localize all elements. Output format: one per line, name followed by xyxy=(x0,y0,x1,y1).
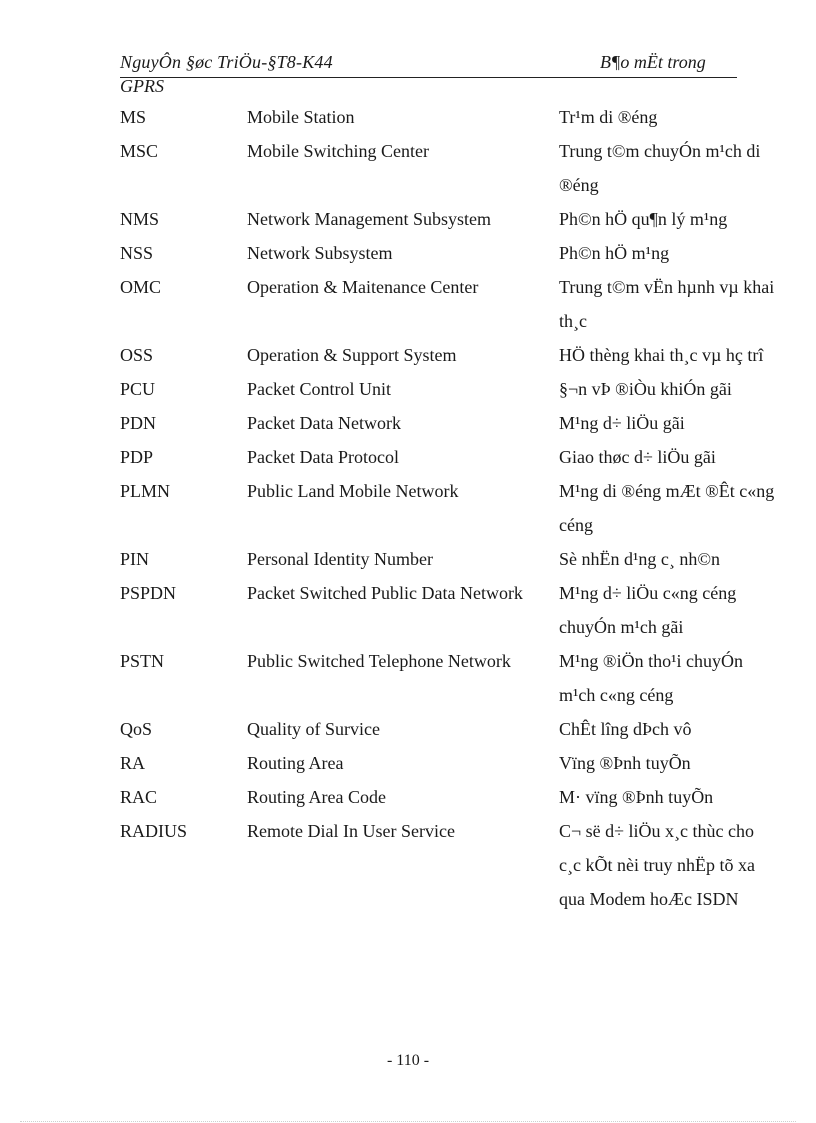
abbreviation: QoS xyxy=(120,719,153,739)
vietnamese-term: Ph©n hÖ qu¶n lý m¹ng xyxy=(559,209,728,229)
abbreviation: MSC xyxy=(120,141,159,161)
english-term: Packet Switched Public Data Network xyxy=(247,583,523,603)
table-row xyxy=(120,372,780,406)
table-row xyxy=(120,202,780,236)
abbreviation: OSS xyxy=(120,345,154,365)
english-term: Operation & Support System xyxy=(247,345,457,365)
table-row xyxy=(120,542,780,576)
vietnamese-term: Sè nhËn d¹ng c¸ nh©n xyxy=(559,549,721,569)
table-row xyxy=(120,474,780,542)
abbreviation: PSTN xyxy=(120,651,165,671)
table-row xyxy=(120,814,780,916)
english-term: Personal Identity Number xyxy=(247,549,433,569)
abbreviation: NSS xyxy=(120,243,154,263)
english-term: Packet Control Unit xyxy=(247,379,391,399)
english-term: Packet Data Network xyxy=(247,413,401,433)
english-term: Operation & Maitenance Center xyxy=(247,277,479,297)
english-term: Public Land Mobile Network xyxy=(247,481,459,501)
table-row xyxy=(120,100,780,134)
vietnamese-term: M¹ng d÷ liÖu c«ng céng chuyÓn m¹ch gãi xyxy=(559,583,737,637)
header-title-continuation: GPRS xyxy=(120,76,164,96)
abbreviation: PIN xyxy=(120,549,150,569)
table-row xyxy=(120,134,780,202)
english-term: Network Subsystem xyxy=(247,243,393,263)
vietnamese-term: ChÊt lîng dÞch vô xyxy=(559,719,692,739)
vietnamese-term: M¹ng d÷ liÖu gãi xyxy=(559,413,685,433)
abbreviation: OMC xyxy=(120,277,162,297)
vietnamese-term: C¬ së d÷ liÖu x¸c thùc cho c¸c kÕt nèi truy nhËp tõ xa qua Modem hoÆc ISDN xyxy=(559,821,755,909)
header-rule xyxy=(120,77,737,78)
english-term: Quality of Survice xyxy=(247,719,380,739)
table-row xyxy=(120,440,780,474)
vietnamese-term: M¹ng di ®éng mÆt ®Êt c«ng céng xyxy=(559,481,775,535)
abbreviation: RAC xyxy=(120,787,158,807)
vietnamese-term: Trung t©m chuyÓn m¹ch di ®éng xyxy=(559,141,761,195)
english-term: Remote Dial In User Service xyxy=(247,821,455,841)
abbreviation: NMS xyxy=(120,209,160,229)
table-row xyxy=(120,746,780,780)
vietnamese-term: HÖ thèng khai th¸c vµ hç trî xyxy=(559,345,764,365)
header-author: NguyÔn §øc TriÖu-§T8-K44 xyxy=(120,52,333,72)
table-row xyxy=(120,406,780,440)
table-row xyxy=(120,236,780,270)
page-number: - 110 - xyxy=(386,1052,430,1069)
abbreviation: MS xyxy=(120,107,147,127)
table-row xyxy=(120,270,780,338)
table-row xyxy=(120,576,780,644)
english-term: Routing Area Code xyxy=(247,787,386,807)
abbreviation: RADIUS xyxy=(120,821,188,841)
english-term: Packet Data Protocol xyxy=(247,447,399,467)
english-term: Routing Area xyxy=(247,753,344,773)
table-row xyxy=(120,644,780,712)
table-row xyxy=(120,338,780,372)
vietnamese-term: Vïng ®Þnh tuyÕn xyxy=(559,753,691,773)
page-bottom-divider xyxy=(20,1121,796,1122)
abbreviation: PSPDN xyxy=(120,583,177,603)
abbreviation: PDP xyxy=(120,447,154,467)
vietnamese-term: §¬n vÞ ®iÒu khiÓn gãi xyxy=(559,379,732,399)
vietnamese-term: Giao thøc d÷ liÖu gãi xyxy=(559,447,716,467)
header-title: B¶o mËt trong xyxy=(600,52,706,72)
vietnamese-term: Tr¹m di ®éng xyxy=(559,107,658,127)
table-row xyxy=(120,780,780,814)
page-header xyxy=(120,52,737,96)
abbreviation: RA xyxy=(120,753,146,773)
english-term: Public Switched Telephone Network xyxy=(247,651,511,671)
vietnamese-term: Trung t©m vËn hµnh vµ khai th¸c xyxy=(559,277,775,331)
abbreviation: PCU xyxy=(120,379,156,399)
abbreviation: PDN xyxy=(120,413,157,433)
english-term: Mobile Station xyxy=(247,107,355,127)
table-row xyxy=(120,712,780,746)
english-term: Mobile Switching Center xyxy=(247,141,429,161)
vietnamese-term: M¹ng ®iÖn tho¹i chuyÓn m¹ch c«ng céng xyxy=(559,651,743,705)
vietnamese-term: Ph©n hÖ m¹ng xyxy=(559,243,670,263)
english-term: Network Management Subsystem xyxy=(247,209,491,229)
abbreviation: PLMN xyxy=(120,481,171,501)
vietnamese-term: M· vïng ®Þnh tuyÕn xyxy=(559,787,714,807)
abbreviation-table xyxy=(120,100,780,916)
